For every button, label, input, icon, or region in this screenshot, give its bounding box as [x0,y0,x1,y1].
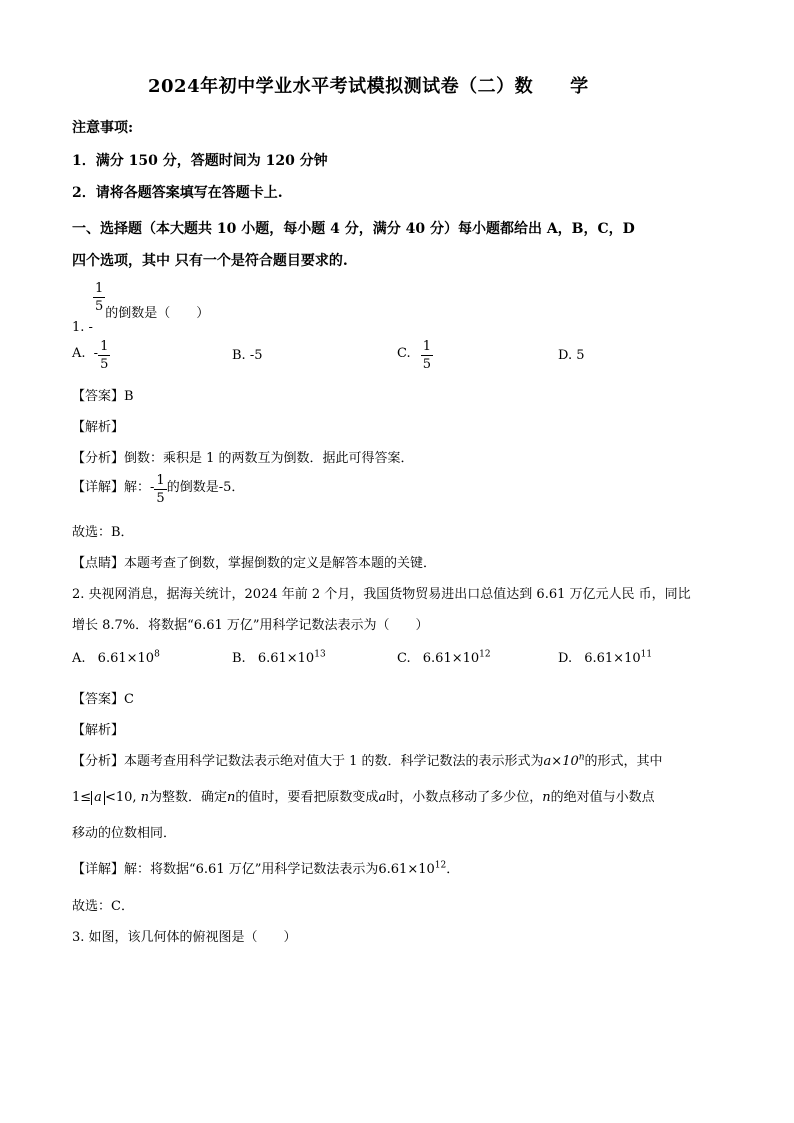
q3-stem: 3. 如图，该几何体的俯视图是（ ） [72,930,297,945]
q1-xiangjie-suffix: 的倒数是-5． [166,480,245,495]
q2-option-c-base: 6.61×10 [422,651,480,666]
q2-option-b-base: 6.61×10 [257,651,315,666]
q1-dianjing: 【点睛】本题考查了倒数，掌握倒数的定义是解答本题的关键． [72,556,437,571]
q2-stem-line1: 2. 央视网消息，据海关统计，2024 年前 2 个月，我国货物贸易进出口总值达到 6.61 万亿元人民 币，同比 [72,587,691,602]
q2-fenxi2-a: 1≤ [72,790,92,805]
q2-option-a-label: A. [72,651,86,666]
q1-xiangjie-num: 1 [156,473,165,488]
q1-fenxi: 【分析】倒数：乘积是 1 的两数互为倒数．据此可得答案． [72,451,414,466]
notice-item-1: 1．满分 150 分，答题时间为 120 分钟 [72,153,328,169]
q1-frac-den: 5 [94,299,104,314]
q1-frac-num: 1 [94,281,104,296]
q1-xiangjie-fraction [154,474,166,505]
q2-option-b-label: B. [232,651,246,666]
q2-xiangjie-base: 6.61×10 [378,862,435,877]
q2-fenxi2-abs: a [91,791,105,805]
q2-xiangjie-text: 【详解】解：将数据“6.61 万亿”用科学记数法表示为 [72,862,379,877]
q1-fraction [93,282,105,313]
q2-fenxi2-b: <10, [104,790,137,805]
q1-option-b: B. -5 [232,348,263,363]
q1-xiangjie [72,474,244,505]
q1-stem [72,281,210,335]
q1-xiangjie-prefix: 【详解】解：- [72,480,155,495]
q2-fenxi-line2 [72,786,655,805]
q2-fenxi-line3: 移动的位数相同． [72,826,177,841]
q1-option-a-fraction [98,340,110,371]
q2-option-c-exp: 12 [479,649,491,660]
q1-jiexi: 【解析】 [72,420,125,435]
q2-xiangjie-exp: 12 [434,860,447,871]
q1-prefix: 1. - [72,320,93,335]
notice-heading: 注意事项: [72,120,134,136]
q2-option-d-label: D. [558,651,573,666]
q1-xiangjie-bar [154,489,166,490]
q2-option-b [232,651,326,666]
q2-fenxi2-f: 的绝对值与小数点 [550,790,655,805]
q1-option-c-label: C. [397,346,411,361]
q2-option-c-label: C. [397,651,411,666]
q2-option-a-base: 6.61×10 [97,651,155,666]
q1-option-c [397,340,433,371]
q2-option-a-exp: 8 [154,649,160,660]
q2-fenxi2-a2: a [378,790,387,805]
q1-option-a [72,340,110,371]
q2-answer: 【答案】C [72,692,134,707]
q1-option-a-sign: - [93,346,99,361]
q1-option-a-num: 1 [100,339,109,354]
q2-option-d-exp: 11 [640,649,653,660]
q1-option-a-den: 5 [100,357,109,372]
q2-xiangjie-end: ． [446,862,460,877]
q1-option-c-den: 5 [422,357,432,372]
q1-answer: 【答案】B [72,389,134,404]
q2-fenxi-line1 [72,750,663,769]
q2-option-b-exp: 13 [314,649,326,660]
q1-option-a-bar [98,355,110,356]
q2-fenxi1-tail: 的形式，其中 [584,754,663,769]
section1-line2: 四个选项，其中 只有一个是符合题目要求的. [72,253,348,269]
q1-guxuan: 故选：B． [72,525,134,540]
q2-fenxi2-n: n [140,790,150,805]
q1-option-a-label: A. [72,346,86,361]
q2-fenxi1-text: 【分析】本题考查用科学记数法表示绝对值大于 1 的数．科学记数法的表示形式为 [72,754,544,769]
q2-fenxi1-exp: n [578,752,585,763]
q2-fenxi2-c: 为整数．确定 [149,790,228,805]
q1-option-c-fraction [421,340,433,371]
notice-item-2: 2．请将各题答案填写在答题卡上. [72,185,283,201]
q2-xiangjie [72,858,459,877]
q1-suffix: 的倒数是（ ） [105,306,210,321]
page-title: 2024年初中学业水平考试模拟测试卷（二）数 学 [148,76,589,97]
q2-fenxi2-d: 的值时，要看把原数变成 [235,790,379,805]
section1-line1: 一、选择题（本大题共 10 小题，每小题 4 分，满分 40 分）每小题都给出 A，B，C，D [72,221,635,237]
q2-option-d-base: 6.61×10 [584,651,641,666]
q2-stem-line2: 增长 8.7%．将数据“6.61 万亿”用科学记数法表示为（ ） [72,618,429,633]
q1-xiangjie-den: 5 [156,491,165,506]
q1-frac-bar [93,297,105,298]
q2-fenxi2-e: 时，小数点移动了多少位， [386,790,543,805]
q2-option-c [397,651,491,666]
q2-option-d [558,651,652,666]
q2-fenxi2-n2: n [227,790,236,805]
q2-guxuan: 故选：C． [72,899,134,914]
q1-option-c-bar [421,355,433,356]
q2-jiexi: 【解析】 [72,723,125,738]
q1-option-d: D. 5 [558,348,585,363]
q1-option-c-num: 1 [422,339,432,354]
q2-option-a [72,651,160,666]
q2-fenxi2-n3: n [542,790,551,805]
q2-fenxi1-formula: a×10 [543,754,579,769]
